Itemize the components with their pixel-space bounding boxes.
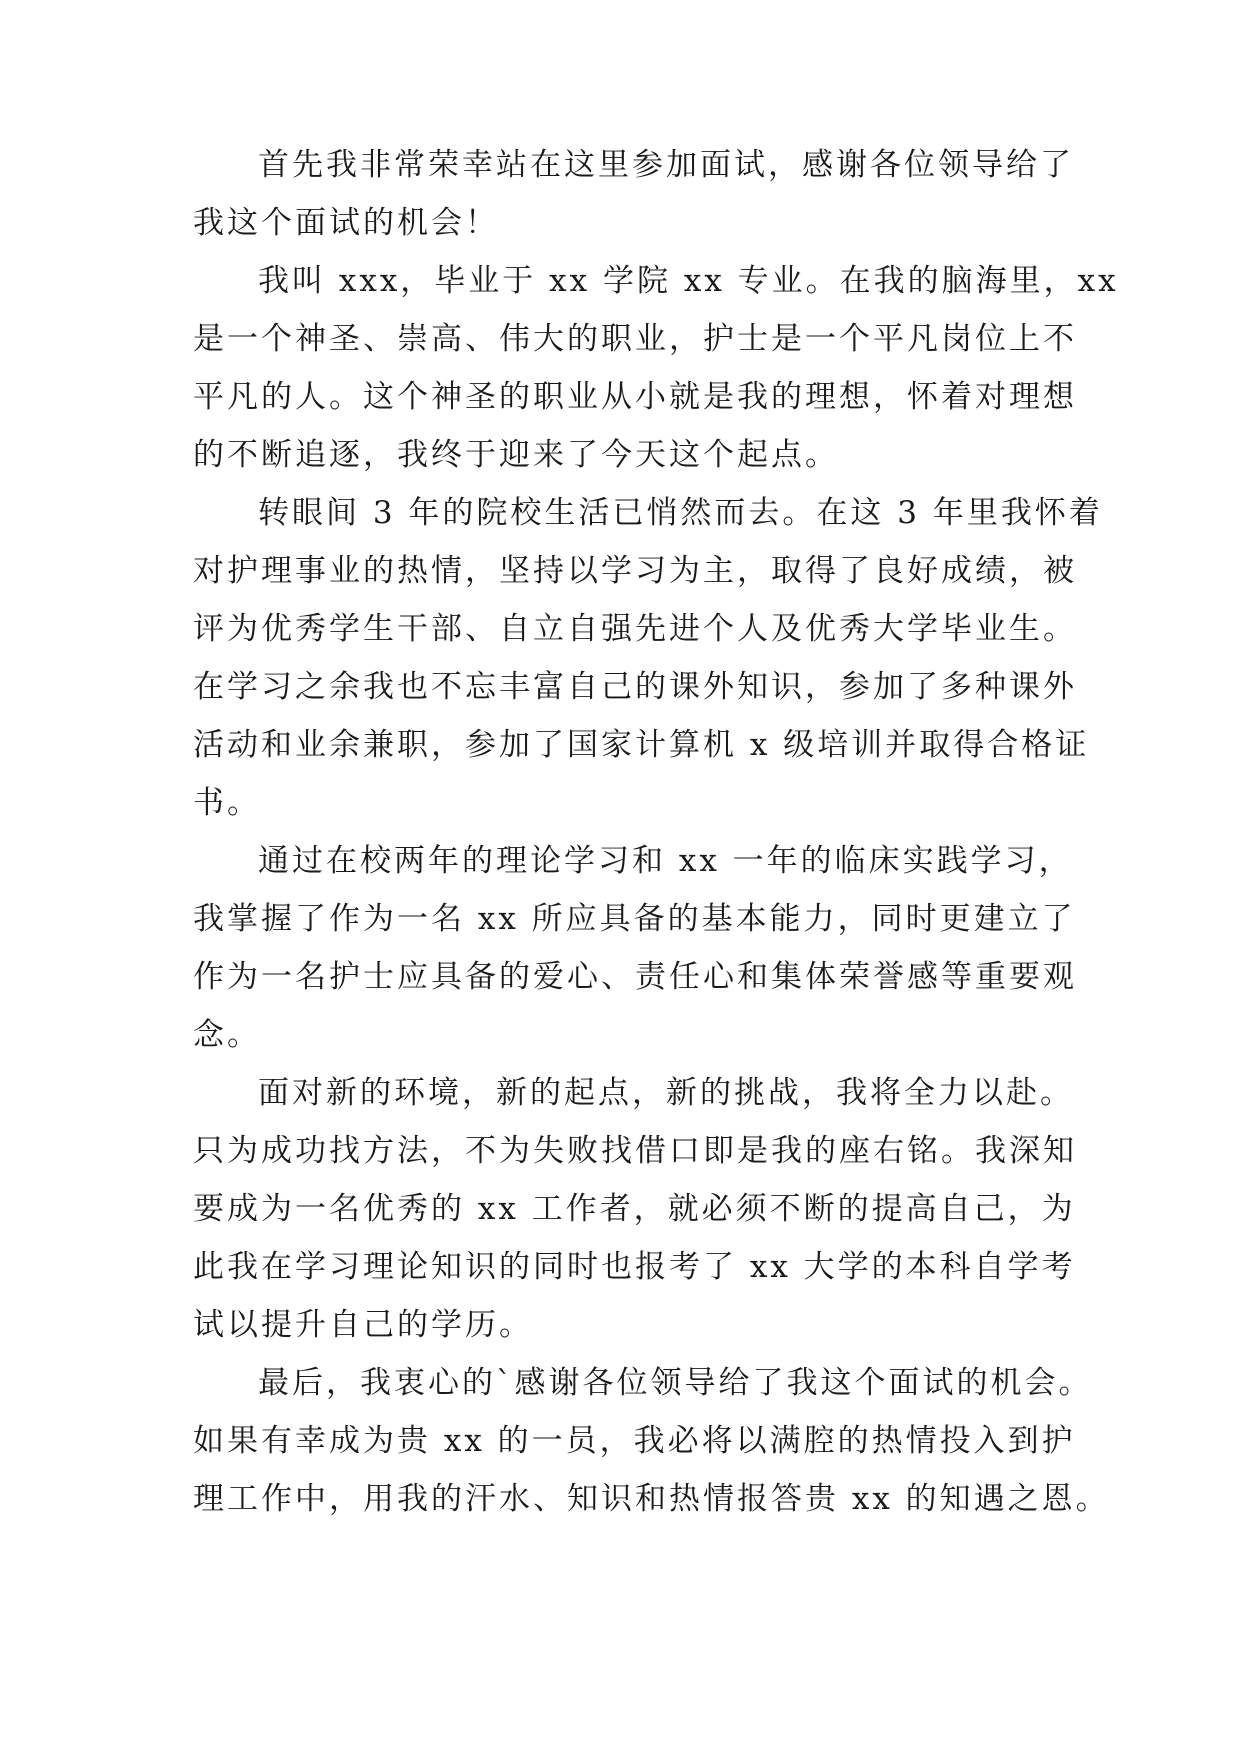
paragraph-4-line-4: 念。: [193, 1017, 261, 1053]
paragraph-5-line-4: 此我在学习理论知识的同时也报考了 xx 大学的本科自学考: [193, 1249, 1076, 1285]
paragraph-2-line-2: 是一个神圣、崇高、伟大的职业，护士是一个平凡岗位上不: [193, 321, 1077, 357]
paragraph-6-line-2: 如果有幸成为贵 xx 的一员，我必将以满腔的热情投入到护: [193, 1423, 1076, 1459]
paragraph-3-line-5: 活动和业余兼职，参加了国家计算机 x 级培训并取得合格证: [193, 727, 1090, 763]
paragraph-3-line-4: 在学习之余我也不忘丰富自己的课外知识，参加了多种课外: [193, 669, 1077, 705]
paragraph-2-line-4: 的不断追逐，我终于迎来了今天这个起点。: [193, 437, 839, 473]
paragraph-4-line-2: 我掌握了作为一名 xx 所应具备的基本能力，同时更建立了: [193, 901, 1076, 937]
paragraph-5-line-2: 只为成功找方法，不为失败找借口即是我的座右铭。我深知: [193, 1133, 1077, 1169]
paragraph-3-line-6: 书。: [193, 785, 261, 821]
paragraph-6-line-3: 理工作中，用我的汗水、知识和热情报答贵 xx 的知遇之恩。: [193, 1481, 1110, 1517]
paragraph-5-line-5: 试以提升自己的学历。: [193, 1307, 533, 1343]
paragraph-2-line-3: 平凡的人。这个神圣的职业从小就是我的理想，怀着对理想: [193, 379, 1077, 415]
paragraph-1-line-2: 我这个面试的机会！: [193, 205, 499, 241]
paragraph-2-line-1: 我叫 xxx，毕业于 xx 学院 xx 专业。在我的脑海里，xx: [258, 263, 1119, 299]
paragraph-4-line-3: 作为一名护士应具备的爱心、责任心和集体荣誉感等重要观: [193, 959, 1077, 995]
paragraph-6-line-1: 最后，我衷心的`感谢各位领导给了我这个面试的机会。: [258, 1365, 1093, 1401]
paragraph-3-line-3: 评为优秀学生干部、自立自强先进个人及优秀大学毕业生。: [193, 611, 1077, 647]
paragraph-3-line-2: 对护理事业的热情，坚持以学习为主，取得了良好成绩，被: [193, 553, 1077, 589]
paragraph-5-line-3: 要成为一名优秀的 xx 工作者，就必须不断的提高自己，为: [193, 1191, 1076, 1227]
paragraph-3-line-1: 转眼间 3 年的院校生活已悄然而去。在这 3 年里我怀着: [258, 495, 1103, 531]
paragraph-1-line-1: 首先我非常荣幸站在这里参加面试，感谢各位领导给了: [258, 147, 1074, 183]
paragraph-4-line-1: 通过在校两年的理论学习和 xx 一年的临床实践学习，: [258, 843, 1073, 879]
paragraph-5-line-1: 面对新的环境，新的起点，新的挑战，我将全力以赴。: [258, 1075, 1074, 1111]
